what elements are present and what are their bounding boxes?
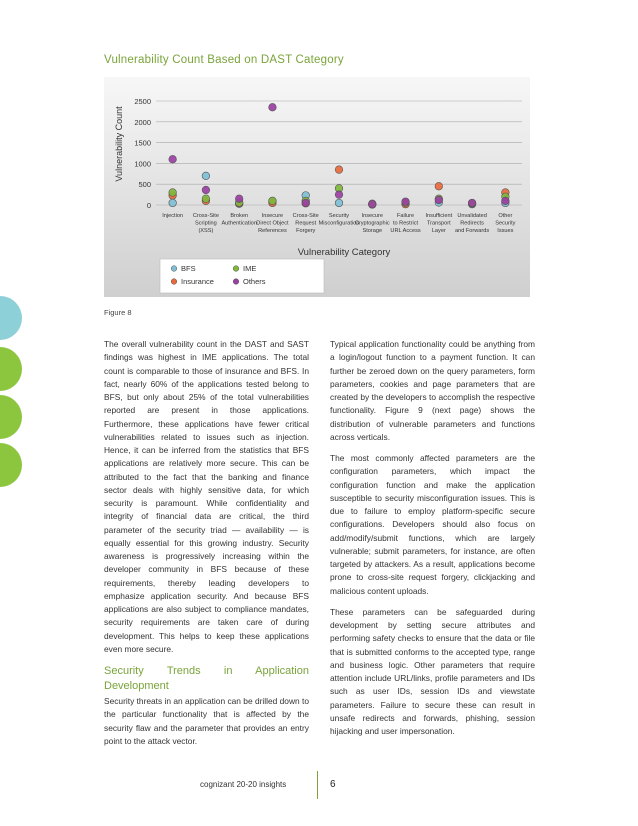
legend-marker (171, 266, 177, 272)
chart (104, 77, 530, 297)
x-tick-label: Other Security Issues (495, 213, 516, 234)
section-heading: Security Trends in Application Development (104, 665, 309, 692)
x-tick-label: Broken Authentication (221, 213, 257, 227)
left-paragraph-1: The overall vulnerability count in the DAST and SAST findings was highest in IME applications. The total count is comparable to those of insurance and BFS. In fact, nearly 60% of the applications tested belong to BFS, but only about 25% of the total vulnerabilities reported are present in those applications. Furthermore, these applications have fewer critical vulnerabilities related to issues such as injection. Hence, it can be inferred from the statistics that BFS applications are relatively more secure. This can be attributed to the fact that the banking and finance sector deals with highly sensitive data, for which security is paramount. While confidentiality and integrity of financial data are critical, the third parameter of the security triad — availability — is equally essential for this growing industry. Security awareness is progressively increasing within the developer community in BFS because of these requirements, thereby leading developers to emphasize application security. And because BFS applications are also subject to compliance mandates, security requirements are taken care of during development. This helps to keep these applications even more secure. (104, 339, 309, 654)
left-column (104, 338, 309, 756)
point-ime (169, 189, 177, 197)
chart-svg (104, 77, 530, 297)
point-others (202, 186, 210, 194)
y-tick-label: 500 (138, 180, 151, 190)
x-tick-label: Cross-Site Request Forgery (292, 213, 319, 234)
legend-marker (171, 279, 177, 285)
point-others (502, 197, 510, 205)
right-paragraph-1: Typical application functionality could be anything from a login/logout function to a payment function. It can further be zeroed down on the query parameters, form parameters, cookies and page parameters that are created by the developers to accomplish the respective functionality. Figure 9 (next page) shows the distribution of vulnerable parameters and functions across verticals. (330, 339, 535, 442)
point-others (468, 199, 476, 207)
right-column (330, 338, 535, 746)
point-insurance (435, 182, 443, 190)
legend-label: Others (243, 277, 266, 286)
y-axis-label: Vulnerability Count (114, 106, 124, 182)
point-bfs (169, 199, 177, 207)
legend-marker (233, 279, 239, 285)
point-others (235, 195, 243, 203)
decor-circle-green-2 (0, 395, 22, 439)
point-insurance (335, 166, 343, 174)
x-tick-label: Insecure Direct Object References (256, 213, 289, 234)
y-tick-label: 2500 (134, 97, 151, 106)
footer-divider (317, 771, 318, 799)
legend (160, 259, 324, 293)
right-paragraph-2: The most commonly affected parameters are the configuration parameters, which impact the configuration function and make the application susceptible to security misconfiguration issues. This is due to failure to employ platform-specific secure configurations. Developers should also focus on add/modify/submit functions, which are largely vulnerable; submit parameters, for instance, are often targeted by attackers. As a result, applications become prone to cross-site request forgery, clickjacking and malicious content uploads. (330, 453, 535, 596)
point-others (269, 103, 277, 111)
x-tick-label: Failure to Restrict URL Access (390, 213, 421, 234)
point-others (368, 200, 376, 208)
decor-circle-teal (0, 296, 22, 340)
point-ime (202, 195, 210, 203)
x-tick-label: Insufficient Transport Layer (425, 213, 453, 234)
point-bfs (202, 172, 210, 180)
y-tick-label: 0 (146, 201, 151, 210)
point-others (302, 199, 310, 207)
left-paragraph-2: Security threats in an application can be drilled down to the particular functionality that is affected by the security flaw and the parameter that provides an entry point to the attack vector. (104, 696, 309, 746)
x-tick-label: Insecure Cryptographic Storage (354, 213, 390, 234)
page-number: 6 (330, 779, 336, 790)
x-axis-label: Vulnerability Category (297, 247, 391, 258)
point-others (169, 155, 177, 163)
chart-title: Vulnerability Count Based on DAST Category (104, 54, 344, 66)
decor-circle-green-1 (0, 347, 22, 391)
point-others (402, 198, 410, 206)
x-tick-label: Security Misconfiguration (318, 213, 360, 227)
point-bfs (335, 199, 343, 207)
legend-marker (233, 266, 239, 272)
x-tick-label: Unvalidated Redirects and Forwards (454, 213, 490, 234)
point-others (335, 191, 343, 199)
figure-label: Figure 8 (104, 308, 132, 317)
y-tick-label: 1500 (134, 138, 151, 148)
legend-label: BFS (181, 264, 196, 273)
y-tick-label: 2000 (134, 117, 151, 127)
decor-circle-green-3 (0, 443, 22, 487)
x-tick-label: Injection (162, 213, 184, 219)
point-ime (269, 197, 277, 205)
y-tick-label: 1000 (134, 159, 151, 169)
right-paragraph-3: These parameters can be safeguarded during development by setting secure attributes and performing safety checks to ensure that the data or file that is submitted conforms to the accepted type, range and business logic. Other parameters that require attention include URL/links, profile parameters and IDs such as user IDs, session IDs and viewstate parameters. Failure to secure these can result in unsafe redirects and forwards, phishing, session hijacking and user impersonation. (330, 606, 535, 736)
x-tick-label: Cross-Site Scripting (XSS) (192, 213, 219, 234)
footer-publication: cognizant 20-20 insights (200, 780, 287, 789)
legend-label: Insurance (181, 277, 214, 286)
legend-label: IME (243, 264, 257, 273)
point-others (435, 196, 443, 204)
